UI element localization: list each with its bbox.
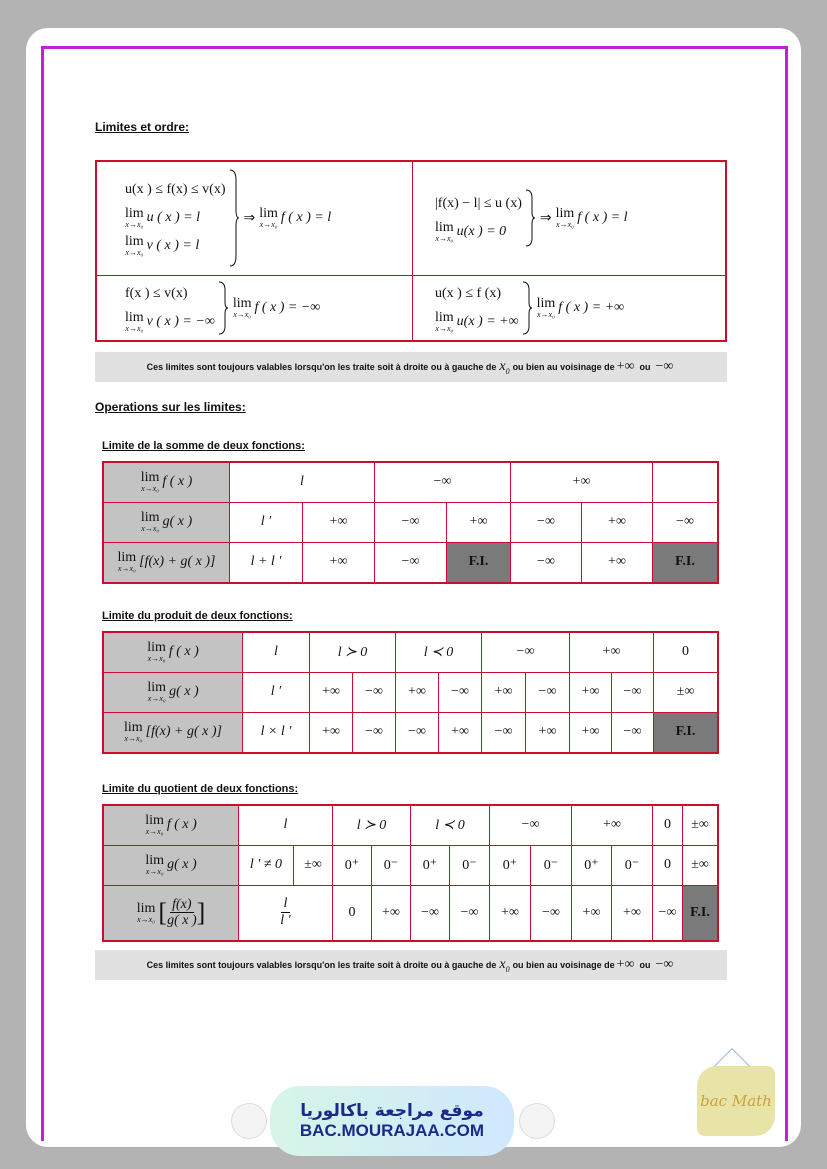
table-cell: −∞ xyxy=(353,672,396,712)
table-cell: −∞ xyxy=(353,712,396,753)
table-cell: 0⁺ xyxy=(572,845,612,885)
product-label-g: lim x→x₀ g( x ) xyxy=(103,672,243,712)
quotient-label-g: lim x→x₀ g( x ) xyxy=(103,845,239,885)
table-cell: ±∞ xyxy=(294,845,333,885)
product-label-result: lim x→x₀ [f(x) + g( x )] xyxy=(103,712,243,753)
table-cell: +∞ xyxy=(303,502,375,542)
table-cell: 0⁻ xyxy=(450,845,490,885)
quotient-label-result: lim x→x₀ [ $\frac{f(x)}{g( x )}$ ] xyxy=(103,885,239,941)
table-cell: −∞ xyxy=(482,712,526,753)
table-cell: −∞ xyxy=(612,672,654,712)
order-tr-line2: u(x ) = 0 xyxy=(456,224,507,240)
order-bl-line2: v ( x ) = −∞ xyxy=(146,313,215,329)
order-br-line2: u(x ) = +∞ xyxy=(456,313,519,329)
table-cell: 0 xyxy=(333,885,372,941)
brace-icon xyxy=(228,168,240,268)
table-cell: +∞ xyxy=(570,672,612,712)
product-label-f: lim x→x₀ f ( x ) xyxy=(103,632,243,672)
table-cell: −∞ xyxy=(490,805,572,845)
order-bl-conclusion: f ( x ) = −∞ xyxy=(254,299,321,315)
sum-label-f: lim x→x₀ f ( x ) xyxy=(103,462,230,502)
table-cell: +∞ xyxy=(612,885,653,941)
table-cell: +∞ xyxy=(482,672,526,712)
sum-label-g: lim x→x₀ g( x ) xyxy=(103,502,230,542)
table-cell: +∞ xyxy=(570,632,654,672)
table-cell: +∞ xyxy=(526,712,570,753)
order-cell-br: u(x ) ≤ f (x) lim x→x₀ u(x ) = +∞ lim x→x₀ f ( x ) = +∞ xyxy=(413,275,727,341)
table-cell: +∞ xyxy=(439,712,482,753)
table-cell: l ′ xyxy=(243,672,310,712)
order-br-conclusion: f ( x ) = +∞ xyxy=(558,299,625,315)
table-cell: +∞ xyxy=(303,542,375,583)
validity-note-bottom: Ces limites sont toujours valables lorsqu'on les traite soit à droite ou à gauche de $x_0$ ou bien au voisinage de +∞ ou −∞ xyxy=(95,950,727,980)
table-cell: 0⁻ xyxy=(531,845,572,885)
quotient-table xyxy=(102,804,719,942)
heading-operations: Operations sur les limites: xyxy=(95,400,246,414)
table-cell: +∞ xyxy=(511,462,653,502)
table-cell: −∞ xyxy=(531,885,572,941)
site-logo-icon xyxy=(519,1103,555,1139)
product-table xyxy=(102,631,719,754)
validity-note: Ces limites sont toujours valables lorsqu'on les traite soit à droite ou à gauche de $x_0$ ou bien au voisinage de +∞ ou −∞ xyxy=(95,352,727,382)
table-cell: l xyxy=(230,462,375,502)
table-cell: −∞ xyxy=(526,672,570,712)
brace-icon xyxy=(524,188,536,248)
site-logo-icon xyxy=(231,1103,267,1139)
fi-cell: F.I. xyxy=(653,542,719,583)
fi-cell: F.I. xyxy=(654,712,719,753)
bac-math-logo: bac Math xyxy=(697,1066,775,1136)
table-cell: l ′ xyxy=(230,502,303,542)
heading-quotient: Limite du quotient de deux fonctions: xyxy=(102,783,299,795)
quotient-label-f: lim x→x₀ f ( x ) xyxy=(103,805,239,845)
table-cell: −∞ xyxy=(375,462,511,502)
fi-cell: F.I. xyxy=(447,542,511,583)
sum-label-result: lim x→x₀ [f(x) + g( x )] xyxy=(103,542,230,583)
table-cell: l ≻ 0 xyxy=(310,632,396,672)
table-cell: +∞ xyxy=(310,712,353,753)
table-cell: −∞ xyxy=(482,632,570,672)
table-cell: +∞ xyxy=(396,672,439,712)
table-cell: l xyxy=(239,805,333,845)
table-cell: +∞ xyxy=(310,672,353,712)
heading-sum: Limite de la somme de deux fonctions: xyxy=(102,440,305,452)
order-tl-conclusion: f ( x ) = l xyxy=(280,210,332,226)
table-cell: 0⁻ xyxy=(612,845,653,885)
table-cell: 0⁺ xyxy=(490,845,531,885)
site-arabic-title: موقع مراجعة باكالوريا xyxy=(300,1101,484,1121)
order-cell-tl: u(x ) ≤ f(x) ≤ v(x) lim x→x₀ u ( x ) = l lim x→x₀ v ( x ) = l ⇒ lim x→x₀ f ( x ) = l xyxy=(96,161,413,275)
brace-icon xyxy=(217,280,229,336)
fi-cell: F.I. xyxy=(683,885,719,941)
table-cell: −∞ xyxy=(411,885,450,941)
order-tl-line3: v ( x ) = l xyxy=(146,238,200,254)
table-cell: +∞ xyxy=(572,885,612,941)
table-cell: +∞ xyxy=(570,712,612,753)
table-cell: +∞ xyxy=(372,885,411,941)
table-cell: −∞ xyxy=(439,672,482,712)
table-cell: 0⁺ xyxy=(333,845,372,885)
order-tr-conclusion: f ( x ) = l xyxy=(577,210,628,226)
table-cell: +∞ xyxy=(447,502,511,542)
table-cell: −∞ xyxy=(396,712,439,753)
table-cell: ±∞ xyxy=(654,672,719,712)
order-cell-tr: |f(x) − l| ≤ u (x) lim x→x₀ u(x ) = 0 ⇒ lim x→x₀ f ( x ) = l xyxy=(413,161,727,275)
order-tr-line1: |f(x) − l| ≤ u (x) xyxy=(435,196,522,212)
heading-product: Limite du produit de deux fonctions: xyxy=(102,610,293,622)
order-br-line1: u(x ) ≤ f (x) xyxy=(435,285,501,301)
table-cell: −∞ xyxy=(653,885,683,941)
table-cell: ±∞ xyxy=(683,845,719,885)
table-cell: l ′ ≠ 0 xyxy=(239,845,294,885)
table-cell: l ≻ 0 xyxy=(333,805,411,845)
order-tl-line2: u ( x ) = l xyxy=(146,210,201,226)
table-cell: +∞ xyxy=(490,885,531,941)
table-cell: l xyxy=(243,632,310,672)
table-cell: −∞ xyxy=(511,542,582,583)
heading-order: Limites et ordre: xyxy=(95,120,190,134)
table-cell: l ≺ 0 xyxy=(411,805,490,845)
table-cell: −∞ xyxy=(450,885,490,941)
table-cell: l × l ′ xyxy=(243,712,310,753)
table-cell: +∞ xyxy=(582,542,653,583)
order-bl-line1: f(x ) ≤ v(x) xyxy=(125,285,188,301)
brace-icon xyxy=(521,280,533,336)
site-url[interactable]: BAC.MOURAJAA.COM xyxy=(299,1121,485,1140)
table-cell: −∞ xyxy=(375,542,447,583)
site-badge[interactable] xyxy=(270,1086,514,1156)
table-cell: 0⁻ xyxy=(372,845,411,885)
order-cell-bl: f(x ) ≤ v(x) lim x→x₀ v ( x ) = −∞ lim x→x₀ f ( x ) = −∞ xyxy=(96,275,413,341)
table-cell: −∞ xyxy=(612,712,654,753)
order-table xyxy=(95,160,727,342)
table-cell: 0 xyxy=(653,845,683,885)
order-tl-line1: u(x ) ≤ f(x) ≤ v(x) xyxy=(125,182,226,198)
table-cell: −∞ xyxy=(375,502,447,542)
table-cell: 0 xyxy=(653,805,683,845)
sum-table xyxy=(102,461,719,584)
table-cell: −∞ xyxy=(511,502,582,542)
table-cell: ±∞ xyxy=(683,805,719,845)
quotient-l-over-lprime: $\frac{l}{l '}$ xyxy=(239,885,333,941)
table-cell: +∞ xyxy=(572,805,653,845)
table-cell: 0⁺ xyxy=(411,845,450,885)
table-cell: l ≺ 0 xyxy=(396,632,482,672)
table-cell: l + l ′ xyxy=(230,542,303,583)
table-cell: 0 xyxy=(654,632,719,672)
table-cell: −∞ xyxy=(653,502,719,542)
table-cell: +∞ xyxy=(582,502,653,542)
